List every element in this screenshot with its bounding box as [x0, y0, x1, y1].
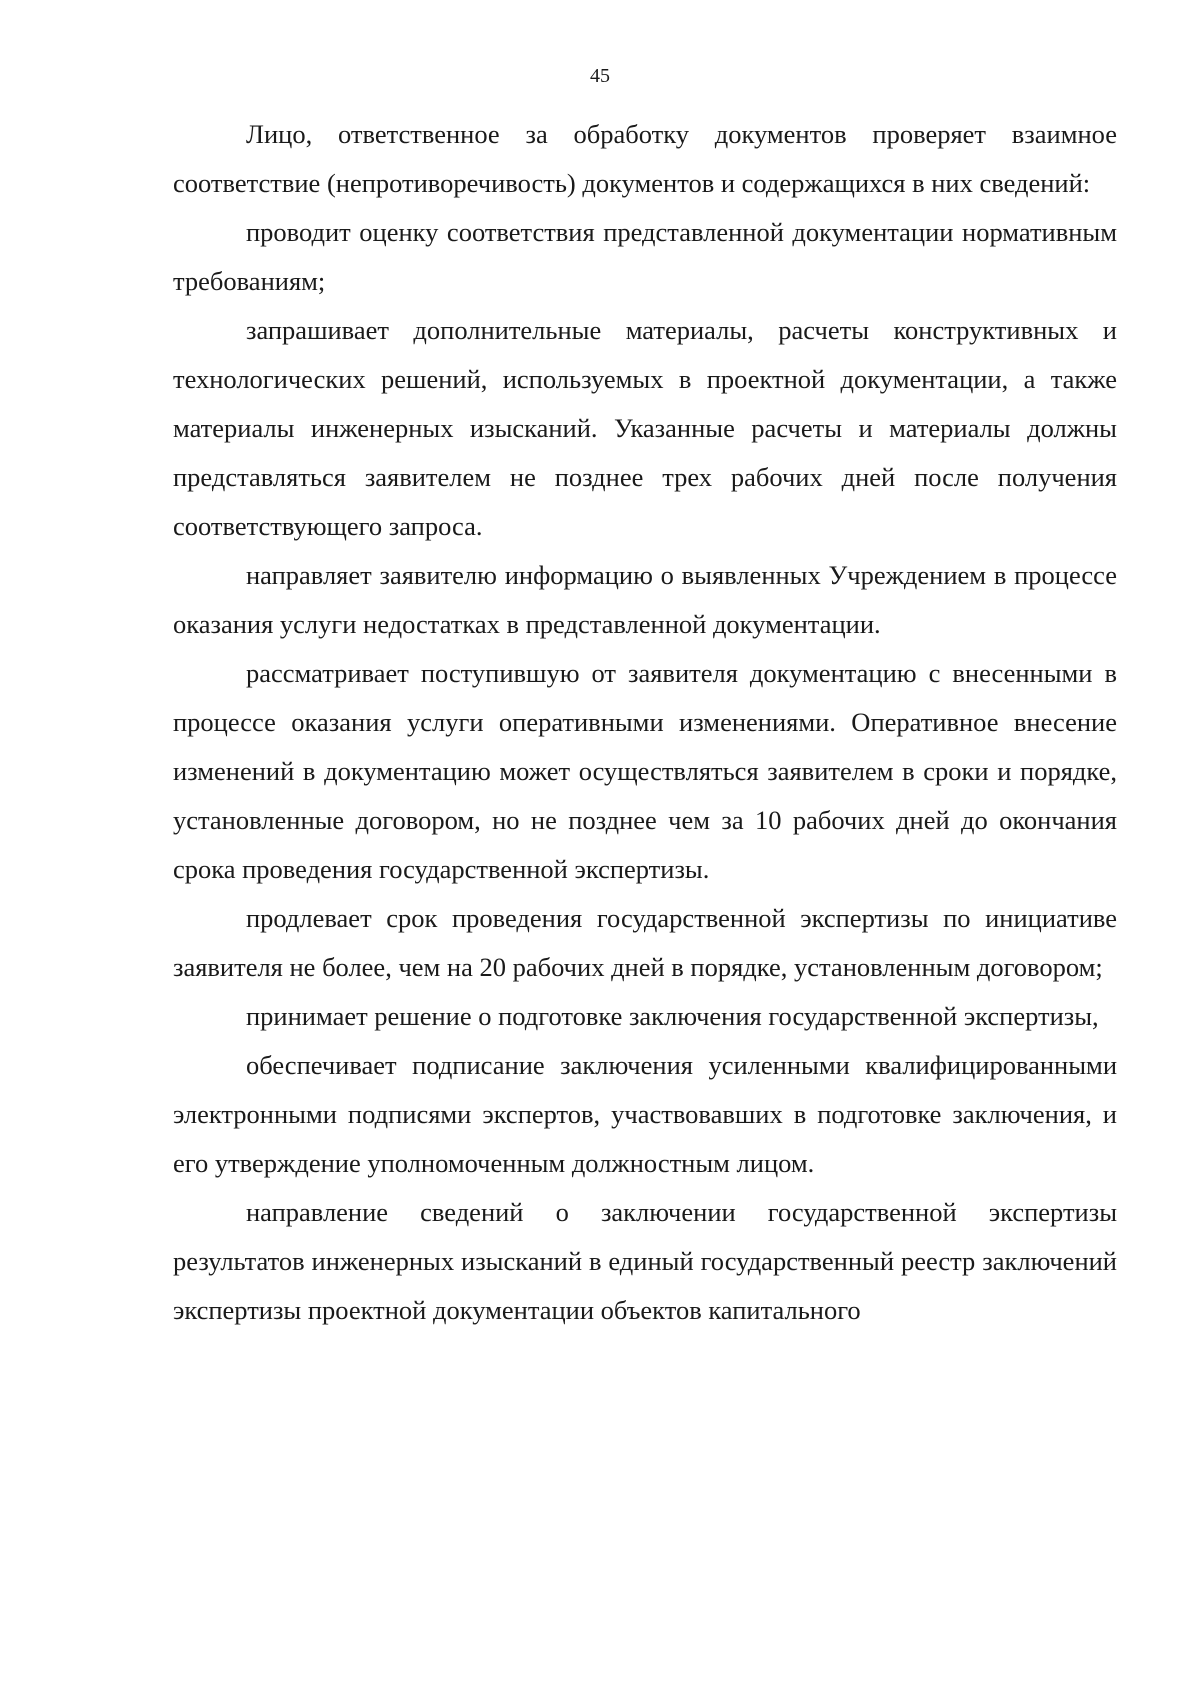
- paragraph-signing: обеспечивает подписание заключения усиленными квалифицированными электронными подписями экспертов, участвовавших в подготовке заключения, и его утверждение уполномоченным должностным лицом.: [173, 1050, 1117, 1178]
- paragraph-extend-term: продлевает срок проведения государственной экспертизы по инициативе заявителя не более, чем на 20 рабочих дней в порядке, установленным договором;: [173, 903, 1117, 982]
- paragraph-intro: Лицо, ответственное за обработку документов проверяет взаимное соответствие (непротиворечивость) документов и содержащихся в них сведений:: [173, 119, 1117, 198]
- paragraph-registry: направление сведений о заключении государственной экспертизы результатов инженерных изысканий в единый государственный реестр заключений экспертизы проектной документации объектов капитального: [173, 1197, 1117, 1325]
- document-body: [173, 110, 1117, 1335]
- paragraph-assessment: проводит оценку соответствия представленной документации нормативным требованиям;: [173, 217, 1117, 296]
- page-number: 45: [590, 65, 610, 87]
- paragraph-decision: принимает решение о подготовке заключения государственной экспертизы,: [246, 1001, 1099, 1031]
- paragraph-request-materials: запрашивает дополнительные материалы, расчеты конструктивных и технологических решений, используемых в проектной документации, а также материалы инженерных изысканий. Указанные расчеты и материалы должны представляться заявителем не позднее трех рабочих дней после получения соответствующего запроса.: [173, 315, 1117, 541]
- paragraph-review-changes: рассматривает поступившую от заявителя документацию с внесенными в процессе оказания услуги оперативными изменениями. Оперативное внесение изменений в документацию может осуществляться заявителем в сроки и порядке, установленные договором, но не позднее чем за 10 рабочих дней до окончания срока проведения государственной экспертизы.: [173, 658, 1117, 884]
- paragraph-send-deficiencies: направляет заявителю информацию о выявленных Учреждением в процессе оказания услуги недостатках в представленной документации.: [173, 560, 1117, 639]
